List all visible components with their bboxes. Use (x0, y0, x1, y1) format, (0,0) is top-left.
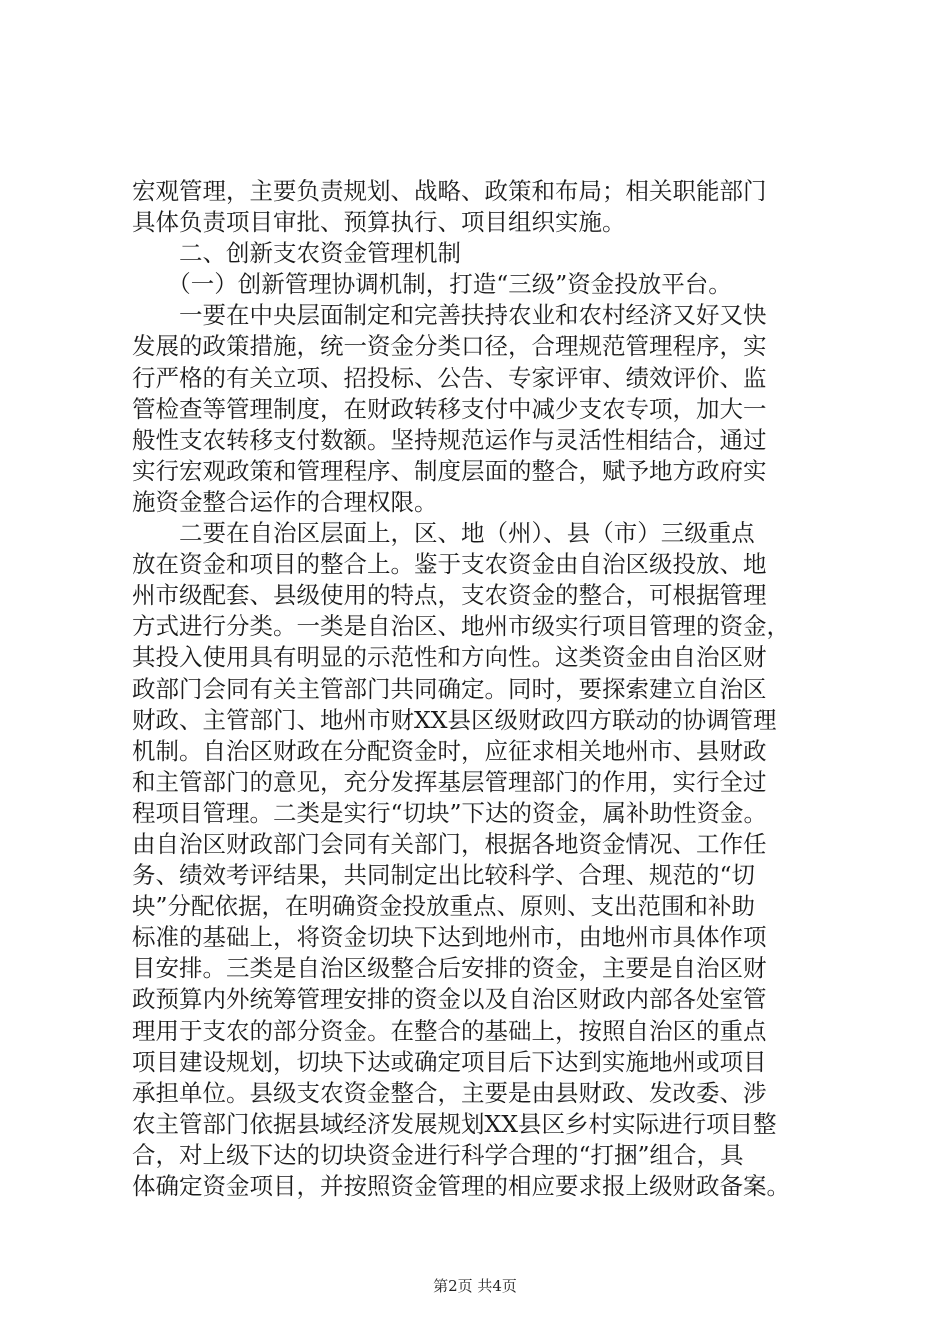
text-line: 标准的基础上，将资金切块下达到地州市，由地州市具体作项 (132, 923, 767, 952)
text-line: 体确定资金项目，并按照资金管理的相应要求报上级财政备案。 (132, 1172, 790, 1200)
text-line: 财政、主管部门、地州市财XX县区级财政四方联动的协调管理 (132, 705, 777, 734)
page-footer: 第2页 共4页 (433, 1277, 517, 1295)
text-line: 项目建设规划，切块下达或确定项目后下达到实施地州或项目 (132, 1047, 767, 1076)
text-line: 实行宏观政策和管理程序、制度层面的整合，赋予地方政府实 (132, 456, 767, 485)
text-line: 具体负责项目审批、预算执行、项目组织实施。 (132, 208, 626, 237)
text-line: 政预算内外统筹管理安排的资金以及自治区财政内部各处室管 (132, 985, 767, 1014)
text-line: 方式进行分类。一类是自治区、地州市级实行项目管理的资金， (132, 612, 790, 641)
text-line: 程项目管理。二类是实行“切块”下达的资金，属补助性资金。 (132, 798, 768, 827)
text-line: 其投入使用具有明显的示范性和方向性。这类资金由自治区财 (132, 643, 767, 672)
text-line: 由自治区财政部门会同有关部门，根据各地资金情况、工作任 (132, 829, 767, 858)
text-line: 理用于支农的部分资金。在整合的基础上，按照自治区的重点 (132, 1016, 767, 1045)
body-text (132, 176, 832, 1202)
text-line: 机制。自治区财政在分配资金时，应征求相关地州市、县财政 (132, 736, 767, 765)
text-line: 管检查等管理制度，在财政转移支付中减少支农专项，加大一 (132, 394, 767, 423)
text-line: 农主管部门依据县域经济发展规划XX县区乡村实际进行项目整 (132, 1109, 777, 1138)
text-line: 宏观管理，主要负责规划、战略、政策和布局；相关职能部门 (132, 177, 767, 205)
text-line: 般性支农转移支付数额。坚持规范运作与灵活性相结合，通过 (132, 425, 767, 454)
text-line: 合，对上级下达的切块资金进行科学合理的“打捆”组合，具 (132, 1140, 744, 1169)
text-line: 务、绩效考评结果，共同制定出比较科学、合理、规范的“切 (132, 861, 756, 890)
text-line: 行严格的有关立项、招投标、公告、专家评审、绩效评价、监 (132, 363, 767, 392)
text-line: 二要在自治区层面上，区、地（州）、县（市）三级重点 (132, 519, 755, 548)
text-line: 和主管部门的意见，充分发挥基层管理部门的作用，实行全过 (132, 767, 767, 796)
text-line: 政部门会同有关主管部门共同确定。同时，要探索建立自治区 (132, 674, 767, 703)
text-line: 块”分配依据，在明确资金投放重点、原则、支出范围和补助 (132, 892, 756, 921)
text-line: 承担单位。县级支农资金整合，主要是由县财政、发改委、涉 (132, 1078, 767, 1107)
text-line: 施资金整合运作的合理权限。 (132, 487, 438, 516)
section-heading: 二、创新支农资金管理机制 (132, 239, 461, 268)
text-line: 目安排。三类是自治区级整合后安排的资金，主要是自治区财 (132, 954, 767, 983)
text-line: 发展的政策措施，统一资金分类口径，合理规范管理程序，实 (132, 332, 767, 361)
text-line: 州市级配套、县级使用的特点，支农资金的整合，可根据管理 (132, 581, 767, 610)
subsection-heading: （一）创新管理协调机制，打造“三级”资金投放平台。 (132, 270, 732, 299)
text-line: 放在资金和项目的整合上。鉴于支农资金由自治区级投放、地 (132, 550, 767, 579)
text-line: 一要在中央层面制定和完善扶持农业和农村经济又好又快 (132, 301, 767, 330)
